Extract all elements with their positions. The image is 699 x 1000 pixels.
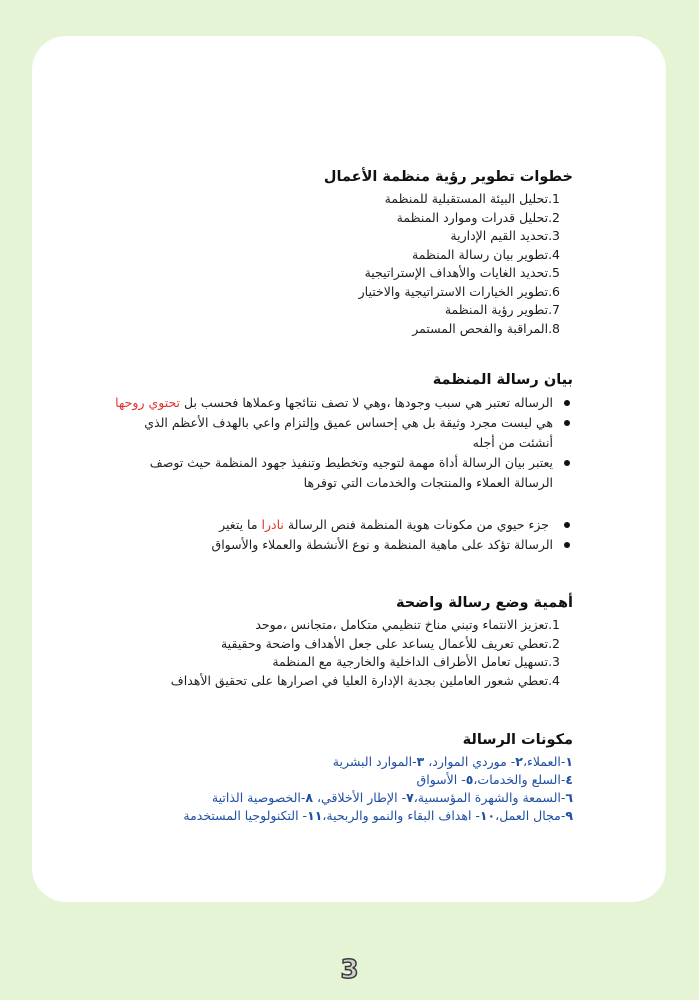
highlight-text: تحتوي روحها (115, 395, 181, 410)
list-item: 5.تحديد الغايات والأهداف الإستراتيجية (364, 265, 560, 280)
bullet-icon (564, 400, 570, 406)
list-item: 6.تطوير الخيارات الاستراتيجية والاختيار (358, 283, 560, 299)
list-item: 1.تعزيز الانتماء وتبني مناخ تنظيمي متكامل ،متجانس ،موحد (255, 617, 560, 632)
vision-steps-heading: خطوات تطوير رؤية منظمة الأعمال (323, 169, 573, 185)
list-item: ٤-السلع والخدمات،٥- الأسواق (416, 772, 573, 787)
list-item: ٦-السمعة والشهرة المؤسسية،٧- الإطار الأخلاقي، ٨-الخصوصية الذاتية (211, 790, 573, 805)
mission-components-section (113, 730, 573, 825)
bullet-icon (564, 460, 570, 466)
bullet-item: الرساله تعتبر هي سبب وجودها ،وهي لا تصف نتائجها وعملاها فحسب بل تحتوي روحها (113, 393, 573, 413)
mission-statement-heading: بيان رسالة المنظمة (432, 372, 573, 388)
bullet-item: هي ليست مجرد وثيقة بل هي إحساس عميق وإلتزام واعي بالهدف الأعظم الذي أنشئت من أجله (113, 413, 573, 453)
spacer (113, 690, 573, 730)
components-list (113, 753, 573, 825)
clear-mission-importance-heading: أهمية وضع رسالة واضحة (395, 595, 573, 611)
bullet-item: يعتبر بيان الرسالة أداة مهمة لتوجيه وتخطيط وتنفيذ جهود المنظمة حيث توصف الرسالة العملاء والمنتجات والخدمات التي توفرها (113, 453, 573, 493)
list-item: 4.تعطي شعور العاملين بجدية الإدارة العليا في اصرارها على تحقيق الأهداف (170, 672, 560, 688)
list-item: ٩-مجال العمل،١٠- اهداف البقاء والنمو والربحية،١١- التكنولوجيا المستخدمة (183, 808, 573, 823)
bullet-icon (564, 420, 570, 426)
bullet-icon (564, 522, 570, 528)
list-item: 3.تحديد القيم الإدارية (450, 228, 560, 243)
list-item: 8.المراقبة والفحص المستمر (412, 320, 560, 336)
importance-list (113, 616, 573, 690)
list-item: 7.تطوير رؤية المنظمة (444, 302, 560, 317)
list-item: 1.تحليل البيئة المستقبلية للمنظمة (384, 191, 560, 206)
list-item: 4.تطوير بيان رسالة المنظمة (412, 246, 560, 262)
bullet-item: الرسالة تؤكد على ماهية المنظمة و نوع الأنشطة والعملاء والأسواق (113, 535, 573, 555)
mission-bullets (113, 393, 573, 493)
page-number: 3 (340, 955, 359, 985)
mission-bullets-2 (113, 515, 573, 555)
spacer (113, 493, 573, 515)
list-item: 2.تحليل قدرات وموارد المنظمة (396, 209, 560, 225)
bullet-item: جزء حيوي من مكونات هوية المنظمة فنص الرسالة نادرا ما يتغير (113, 515, 573, 535)
spacer (113, 338, 573, 370)
spacer (113, 555, 573, 593)
clear-mission-importance-section (113, 593, 573, 690)
mission-statement-section (113, 370, 573, 555)
highlight-text: نادرا (261, 517, 284, 532)
list-item: ١-العملاء،٢- موردي الموارد، ٣-الموارد البشرية (332, 754, 573, 769)
vision-steps-section (113, 167, 573, 338)
document-content (113, 167, 573, 825)
vision-steps-list (113, 190, 573, 338)
mission-components-heading: مكونات الرسالة (462, 732, 573, 748)
list-item: 3.تسهيل تعامل الأطراف الداخلية والخارجية مع المنظمة (272, 654, 560, 669)
list-item: 2.تعطي تعريف للأعمال يساعد على جعل الأهداف واضحة وحقيقية (220, 635, 560, 651)
bullet-icon (564, 542, 570, 548)
